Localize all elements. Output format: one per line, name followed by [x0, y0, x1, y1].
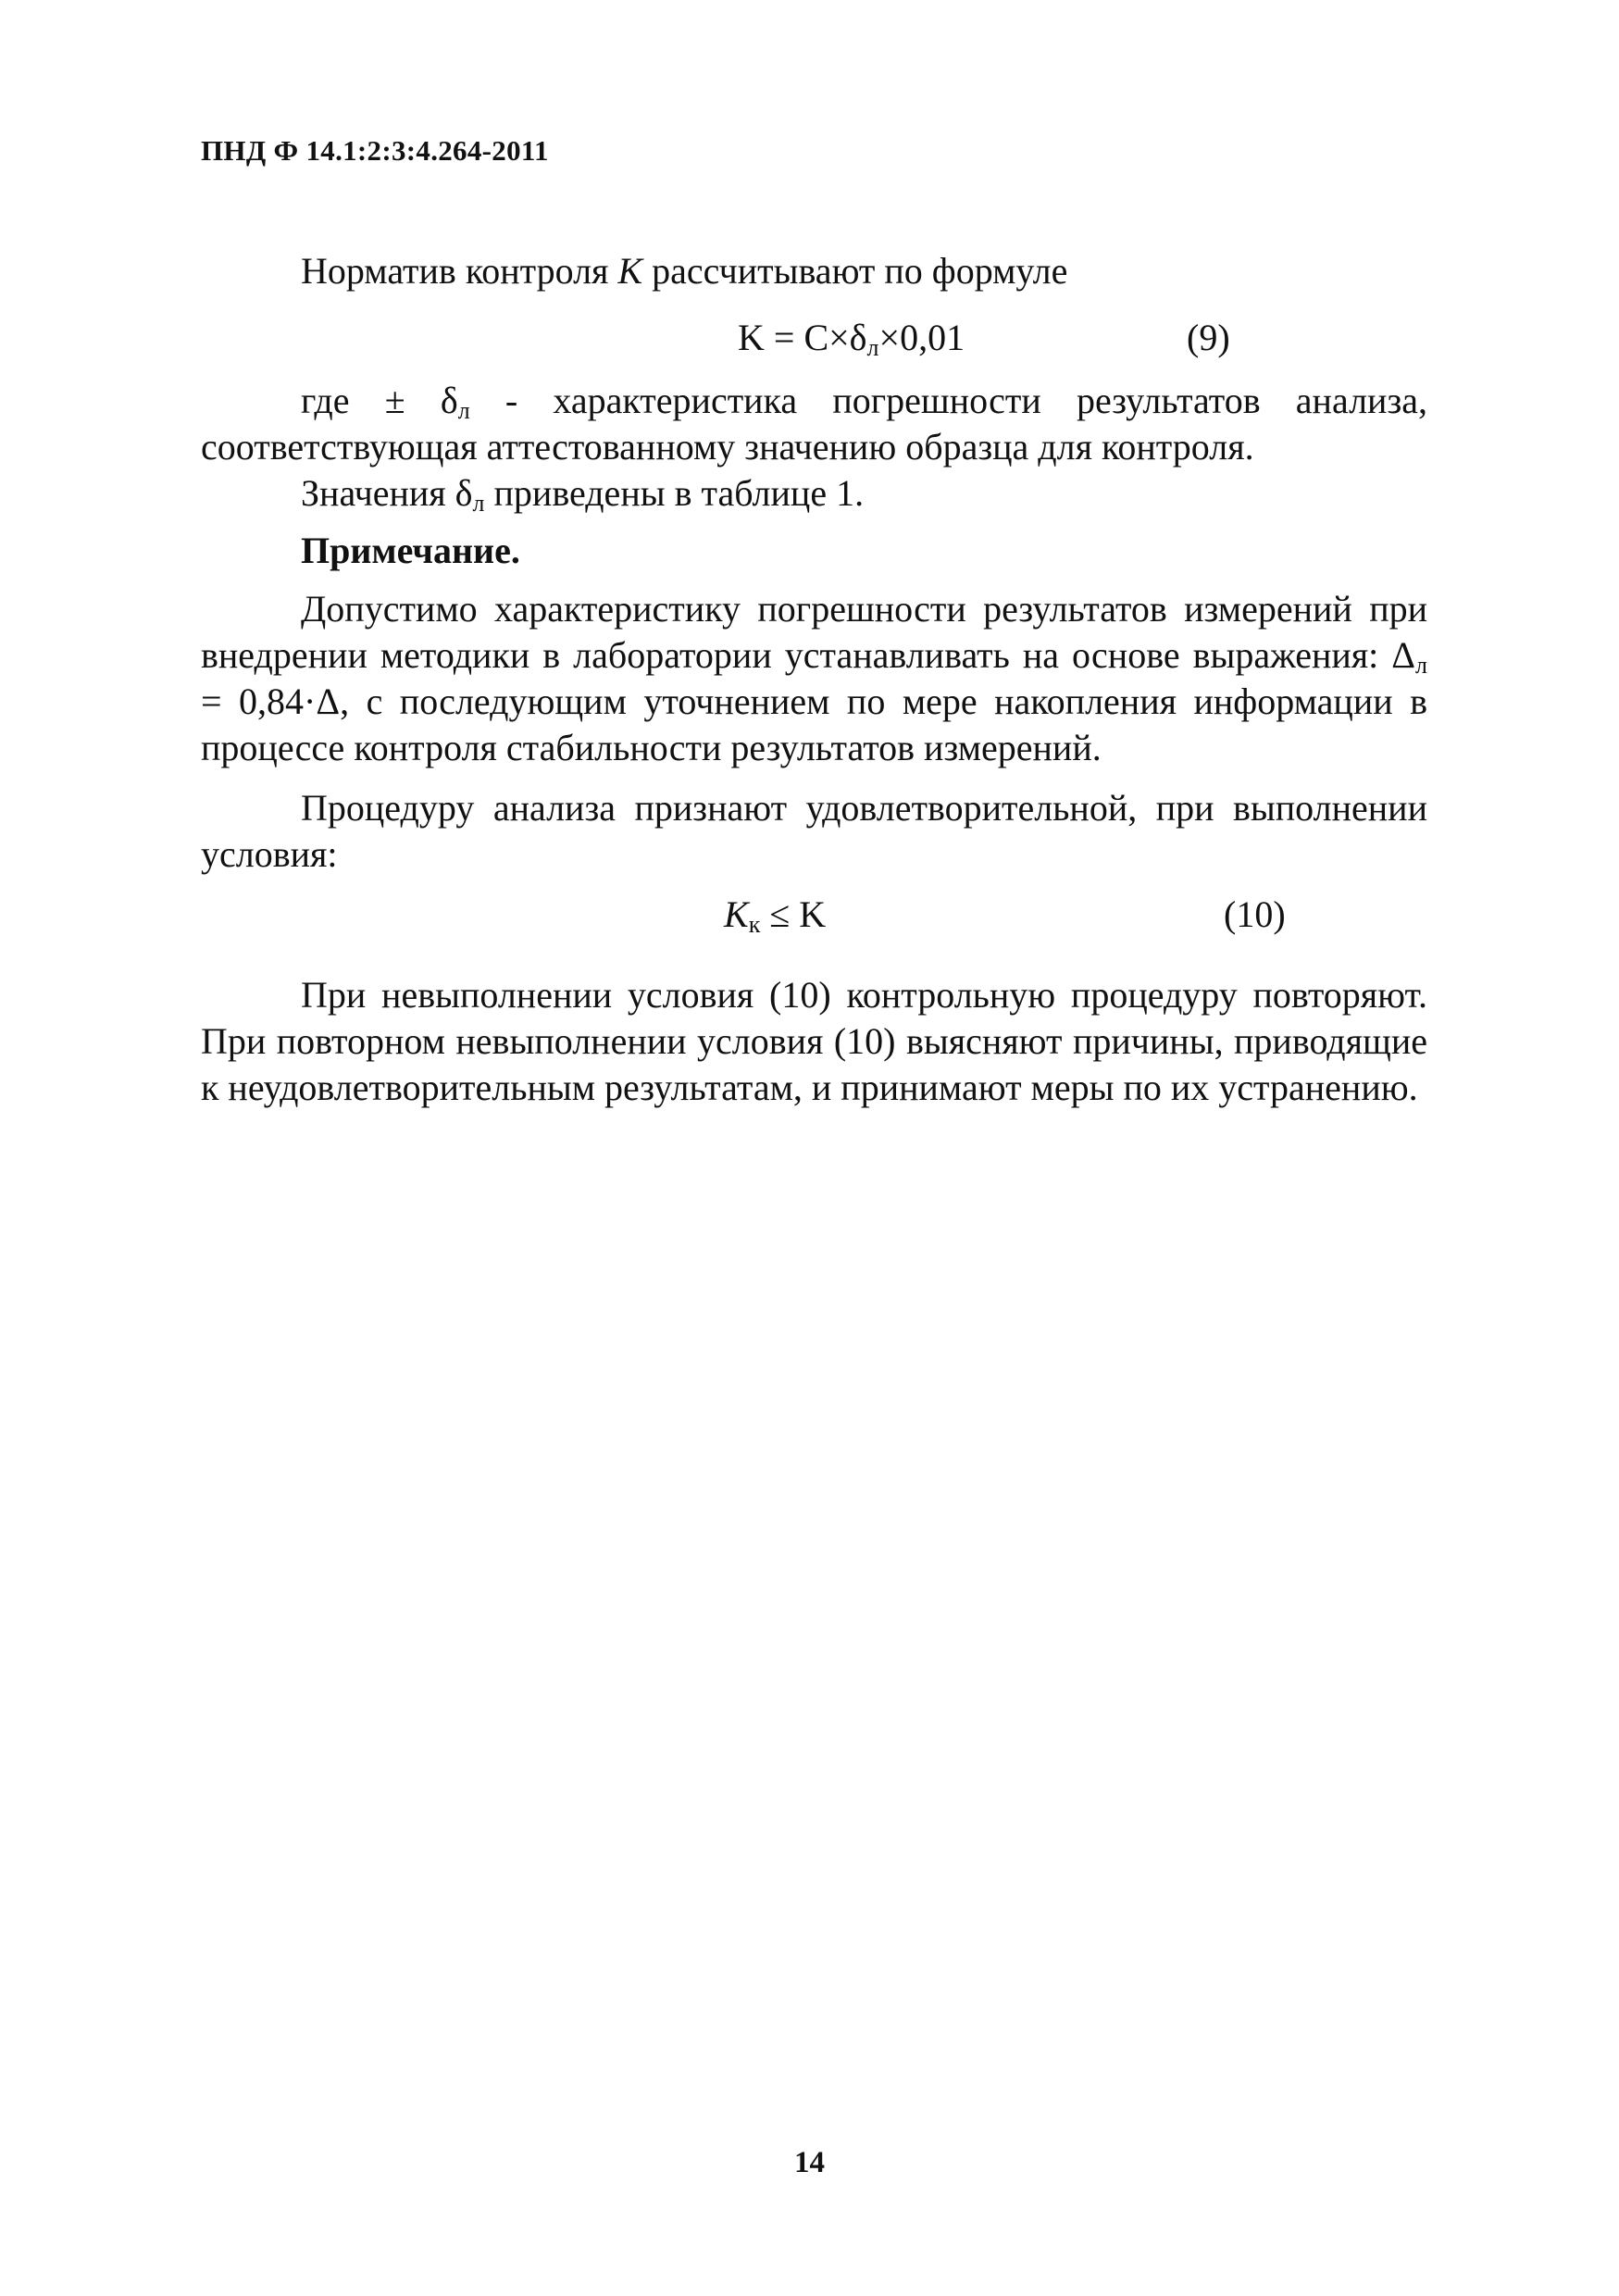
where-text: - характеристика погрешности результатов анализа, соответствующая аттестованному значению образца для контроля.	[201, 380, 1427, 468]
where-prefix: где ± δ	[301, 380, 458, 421]
formula-10-subscript: к	[748, 911, 761, 938]
note-text-part1: Допустимо характеристику погрешности результатов измерений при внедрении методики в лаборатории устанавливать на основе выражения: Δ	[201, 588, 1427, 676]
intro-text-before: Норматив контроля	[301, 250, 618, 292]
formula-9-lhs: K = C×δ	[738, 317, 867, 358]
procedure-paragraph: Процедуру анализа признают удовлетворительной, при выполнении условия:	[201, 787, 1427, 875]
symbol-k: K	[617, 250, 643, 292]
values-subscript: л	[472, 490, 485, 517]
values-paragraph	[201, 470, 1427, 517]
where-paragraph	[201, 378, 1427, 470]
conclusion-paragraph: При невыполнении условия (10) контрольную процедуру повторяют. При повторном невыполнении условия (10) выясняют причины, приводящие к неудовлетворительным результатам, и принимают меры по их устранению.	[201, 974, 1427, 1108]
equation-number-10: (10)	[1224, 893, 1286, 935]
where-subscript: л	[457, 397, 470, 424]
intro-paragraph	[201, 248, 1427, 294]
formula-9-subscript: л	[866, 334, 879, 361]
formula-10	[724, 892, 826, 938]
values-text: приведены в таблице 1.	[484, 472, 865, 514]
document-code: ПНД Ф 14.1:2:3:4.264-2011	[201, 134, 549, 167]
equation-number-9: (9)	[1187, 317, 1230, 358]
values-prefix: Значения δ	[301, 472, 473, 514]
formula-9	[738, 315, 965, 361]
formula-9-rhs: ×0,01	[878, 317, 965, 358]
intro-text-after: рассчитывают по формуле	[642, 250, 1068, 292]
note-title: Примечание.	[301, 530, 520, 571]
formula-10-rhs: ≤ K	[760, 893, 827, 935]
note-text-part2: = 0,84·Δ, с последующим уточнением по мере накопления информации в процессе контроля стабильности результатов измерений.	[201, 680, 1427, 768]
note-subscript: л	[1415, 652, 1427, 679]
page-number: 14	[794, 2146, 825, 2179]
formula-10-lhs: K	[724, 893, 749, 935]
note-paragraph	[201, 586, 1427, 771]
